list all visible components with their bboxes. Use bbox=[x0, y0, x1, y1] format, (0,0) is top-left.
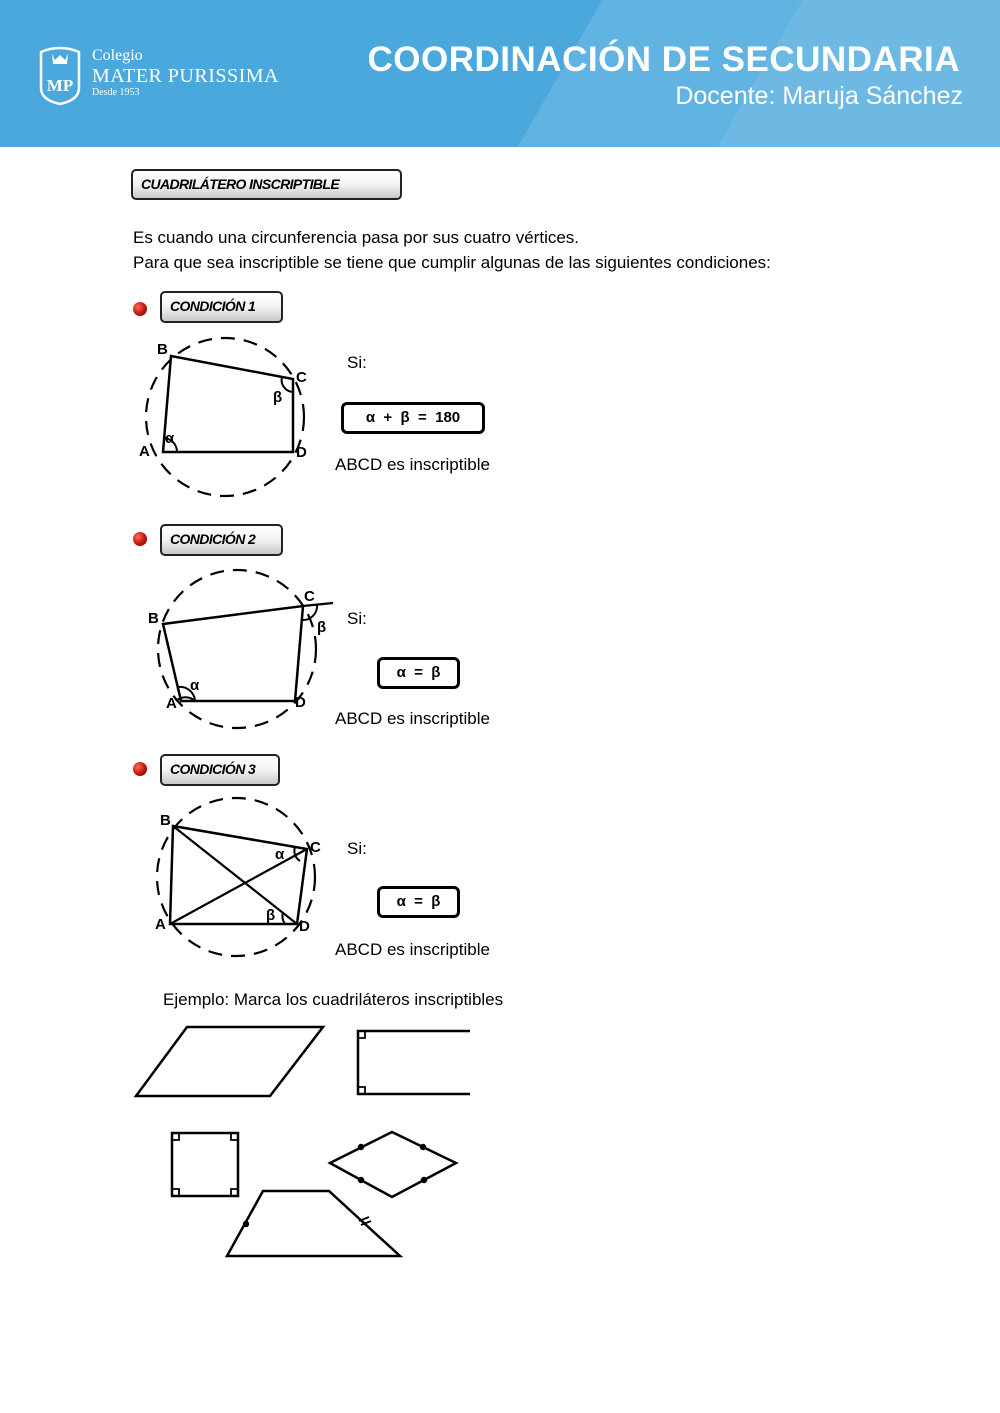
condition-2-si: Si: bbox=[347, 609, 367, 628]
header-teacher: Docente: Maruja Sánchez bbox=[675, 82, 963, 110]
condition-3-formula: α = β bbox=[377, 886, 460, 918]
vertex-c-label: C bbox=[296, 369, 307, 386]
intro-line-1: Es cuando una circunferencia pasa por sus cuatro vértices. bbox=[133, 228, 580, 247]
vertex-d-label: D bbox=[299, 918, 310, 935]
example-rectangle[interactable] bbox=[358, 1031, 470, 1094]
condition-3-label: CONDICIÓN 3 bbox=[170, 761, 256, 777]
condition-3-tag bbox=[160, 754, 280, 786]
condition-3-conclusion: ABCD es inscriptible bbox=[335, 940, 490, 959]
condition-2-conclusion: ABCD es inscriptible bbox=[335, 709, 490, 728]
vertex-b-label: B bbox=[157, 341, 168, 358]
condition-2-label: CONDICIÓN 2 bbox=[170, 531, 256, 547]
example-instruction: Ejemplo: Marca los cuadriláteros inscriptibles bbox=[163, 990, 504, 1009]
example-shapes bbox=[130, 1020, 470, 1270]
condition-3-figure bbox=[140, 795, 330, 965]
header-title: COORDINACIÓN DE SECUNDARIA bbox=[367, 40, 960, 79]
school-small-label: Colegio bbox=[92, 47, 143, 64]
example-trapezoid[interactable] bbox=[227, 1191, 400, 1256]
condition-3-bullet bbox=[133, 762, 147, 776]
condition-1-formula: α + β = 180 bbox=[341, 402, 485, 434]
condition-1-figure bbox=[130, 330, 320, 505]
example-square[interactable] bbox=[172, 1133, 238, 1196]
vertex-a-label: A bbox=[139, 443, 150, 460]
condition-1-bullet bbox=[133, 302, 147, 316]
vertex-c-label: C bbox=[310, 839, 321, 856]
angle-alpha-label: α bbox=[165, 430, 175, 447]
school-crest-logo bbox=[38, 44, 82, 106]
intro-line-2: Para que sea inscriptible se tiene que cumplir algunas de las siguientes condiciones: bbox=[133, 253, 771, 272]
vertex-c-label: C bbox=[304, 588, 315, 605]
vertex-a-label: A bbox=[166, 695, 177, 712]
angle-beta-label: β bbox=[266, 907, 276, 924]
condition-2-figure bbox=[140, 565, 340, 735]
example-parallelogram[interactable] bbox=[136, 1027, 323, 1096]
vertex-b-label: B bbox=[148, 610, 159, 627]
vertex-a-label: A bbox=[155, 916, 166, 933]
condition-3-si: Si: bbox=[347, 839, 367, 858]
angle-beta-label: β bbox=[273, 389, 283, 406]
condition-2-bullet bbox=[133, 532, 147, 546]
angle-alpha-label: α bbox=[190, 677, 200, 694]
school-since: Desde 1953 bbox=[92, 87, 140, 98]
condition-1-tag bbox=[160, 291, 283, 323]
page-header bbox=[0, 0, 1000, 147]
logo-monogram: MP bbox=[46, 76, 74, 95]
condition-1-label: CONDICIÓN 1 bbox=[170, 298, 256, 314]
condition-2-tag bbox=[160, 524, 283, 556]
condition-1-conclusion: ABCD es inscriptible bbox=[335, 455, 490, 474]
vertex-d-label: D bbox=[296, 444, 307, 461]
example-rhombus[interactable] bbox=[330, 1132, 456, 1197]
vertex-d-label: D bbox=[295, 694, 306, 711]
condition-2-formula: α = β bbox=[377, 657, 460, 689]
angle-beta-label: β bbox=[317, 619, 327, 636]
section-title-box bbox=[131, 169, 402, 200]
condition-1-si: Si: bbox=[347, 353, 367, 372]
school-name: MATER PURISSIMA bbox=[92, 65, 279, 87]
section-title: CUADRILÁTERO INSCRIPTIBLE bbox=[141, 176, 340, 192]
vertex-b-label: B bbox=[160, 812, 171, 829]
school-name-block bbox=[92, 48, 279, 98]
angle-alpha-label: α bbox=[275, 846, 285, 863]
